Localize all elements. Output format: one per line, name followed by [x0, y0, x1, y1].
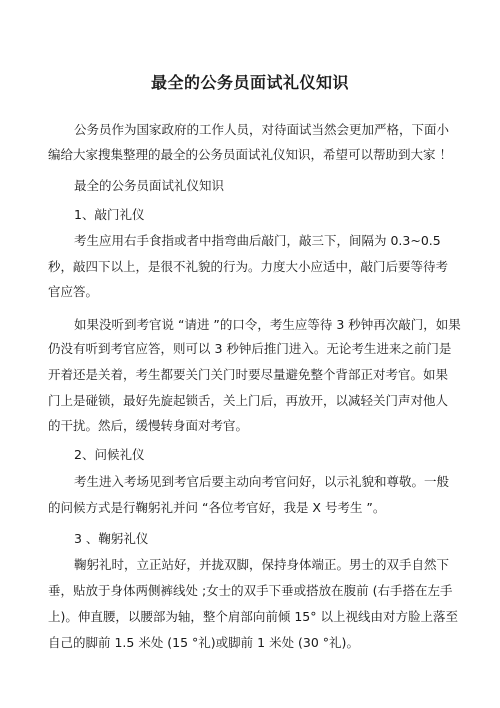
page-title: 最全的公务员面试礼仪知识	[150, 73, 349, 92]
paragraph-line: 如果没听到考官说 “请进 ”的口令，考生应等待 3 秒钟再次敲门，如果	[74, 317, 461, 332]
paragraph-line: 自己的脚前 1.5 米处 (15 °礼)或脚前 1 米处 (30 °礼)。	[48, 635, 359, 650]
paragraph-line: 编给大家搜集整理的最全的公务员面试礼仪知识，希望可以帮助到大家 ！	[48, 147, 452, 162]
paragraph-line: 秒，敲四下以上，是很不礼貌的行为。力度大小应适中，敲门后要等待考	[48, 259, 449, 274]
paragraph-line: 上)。伸直腰，以腰部为轴，整个肩部向前倾 15° 以上视线由对方脸上落至	[48, 609, 458, 624]
section-heading: 2、问候礼仪	[74, 447, 145, 462]
paragraph-line: 公务员作为国家政府的工作人员，对待面试当然会更加严格，下面小	[74, 122, 450, 137]
section-heading: 最全的公务员面试礼仪知识	[74, 178, 225, 193]
paragraph-line: 开着还是关着，考生都要关门关门时要尽量避免整个背部正对考官。如果	[48, 367, 449, 382]
paragraph-line: 鞠躬礼时，立正站好，并拢双脚，保持身体端正。男士的双手自然下	[74, 557, 450, 572]
paragraph-line: 垂，贴放于身体两侧裤线处 ;女士的双手下垂或搭放在腹前 (右手搭在左手	[48, 583, 453, 598]
paragraph-line: 的问候方式是行鞠躬礼并问 “各位考官好，我是 X 号考生 ”。	[48, 500, 386, 515]
paragraph-line: 门上是碰锁，最好先旋起锁舌，关上门后，再放开，以减轻关门声对他人	[48, 393, 449, 408]
paragraph-line: 考生应用右手食指或者中指弯曲后敲门，敲三下，间隔为 0.3~0.5	[74, 233, 441, 248]
paragraph-line: 考生进入考场见到考官后要主动向考官问好，以示礼貌和尊敬。一般	[74, 474, 450, 489]
section-heading: 3 、鞠躬礼仪	[74, 531, 149, 546]
paragraph-line: 官应答。	[48, 284, 99, 299]
section-heading: 1、敲门礼仪	[74, 207, 145, 222]
paragraph-line: 仍没有听到考官应答，则可以 3 秒钟后推门进入。无论考生进来之前门是	[48, 341, 452, 356]
paragraph-line: 的干扰。然后，缓慢转身面对考官。	[48, 418, 249, 433]
